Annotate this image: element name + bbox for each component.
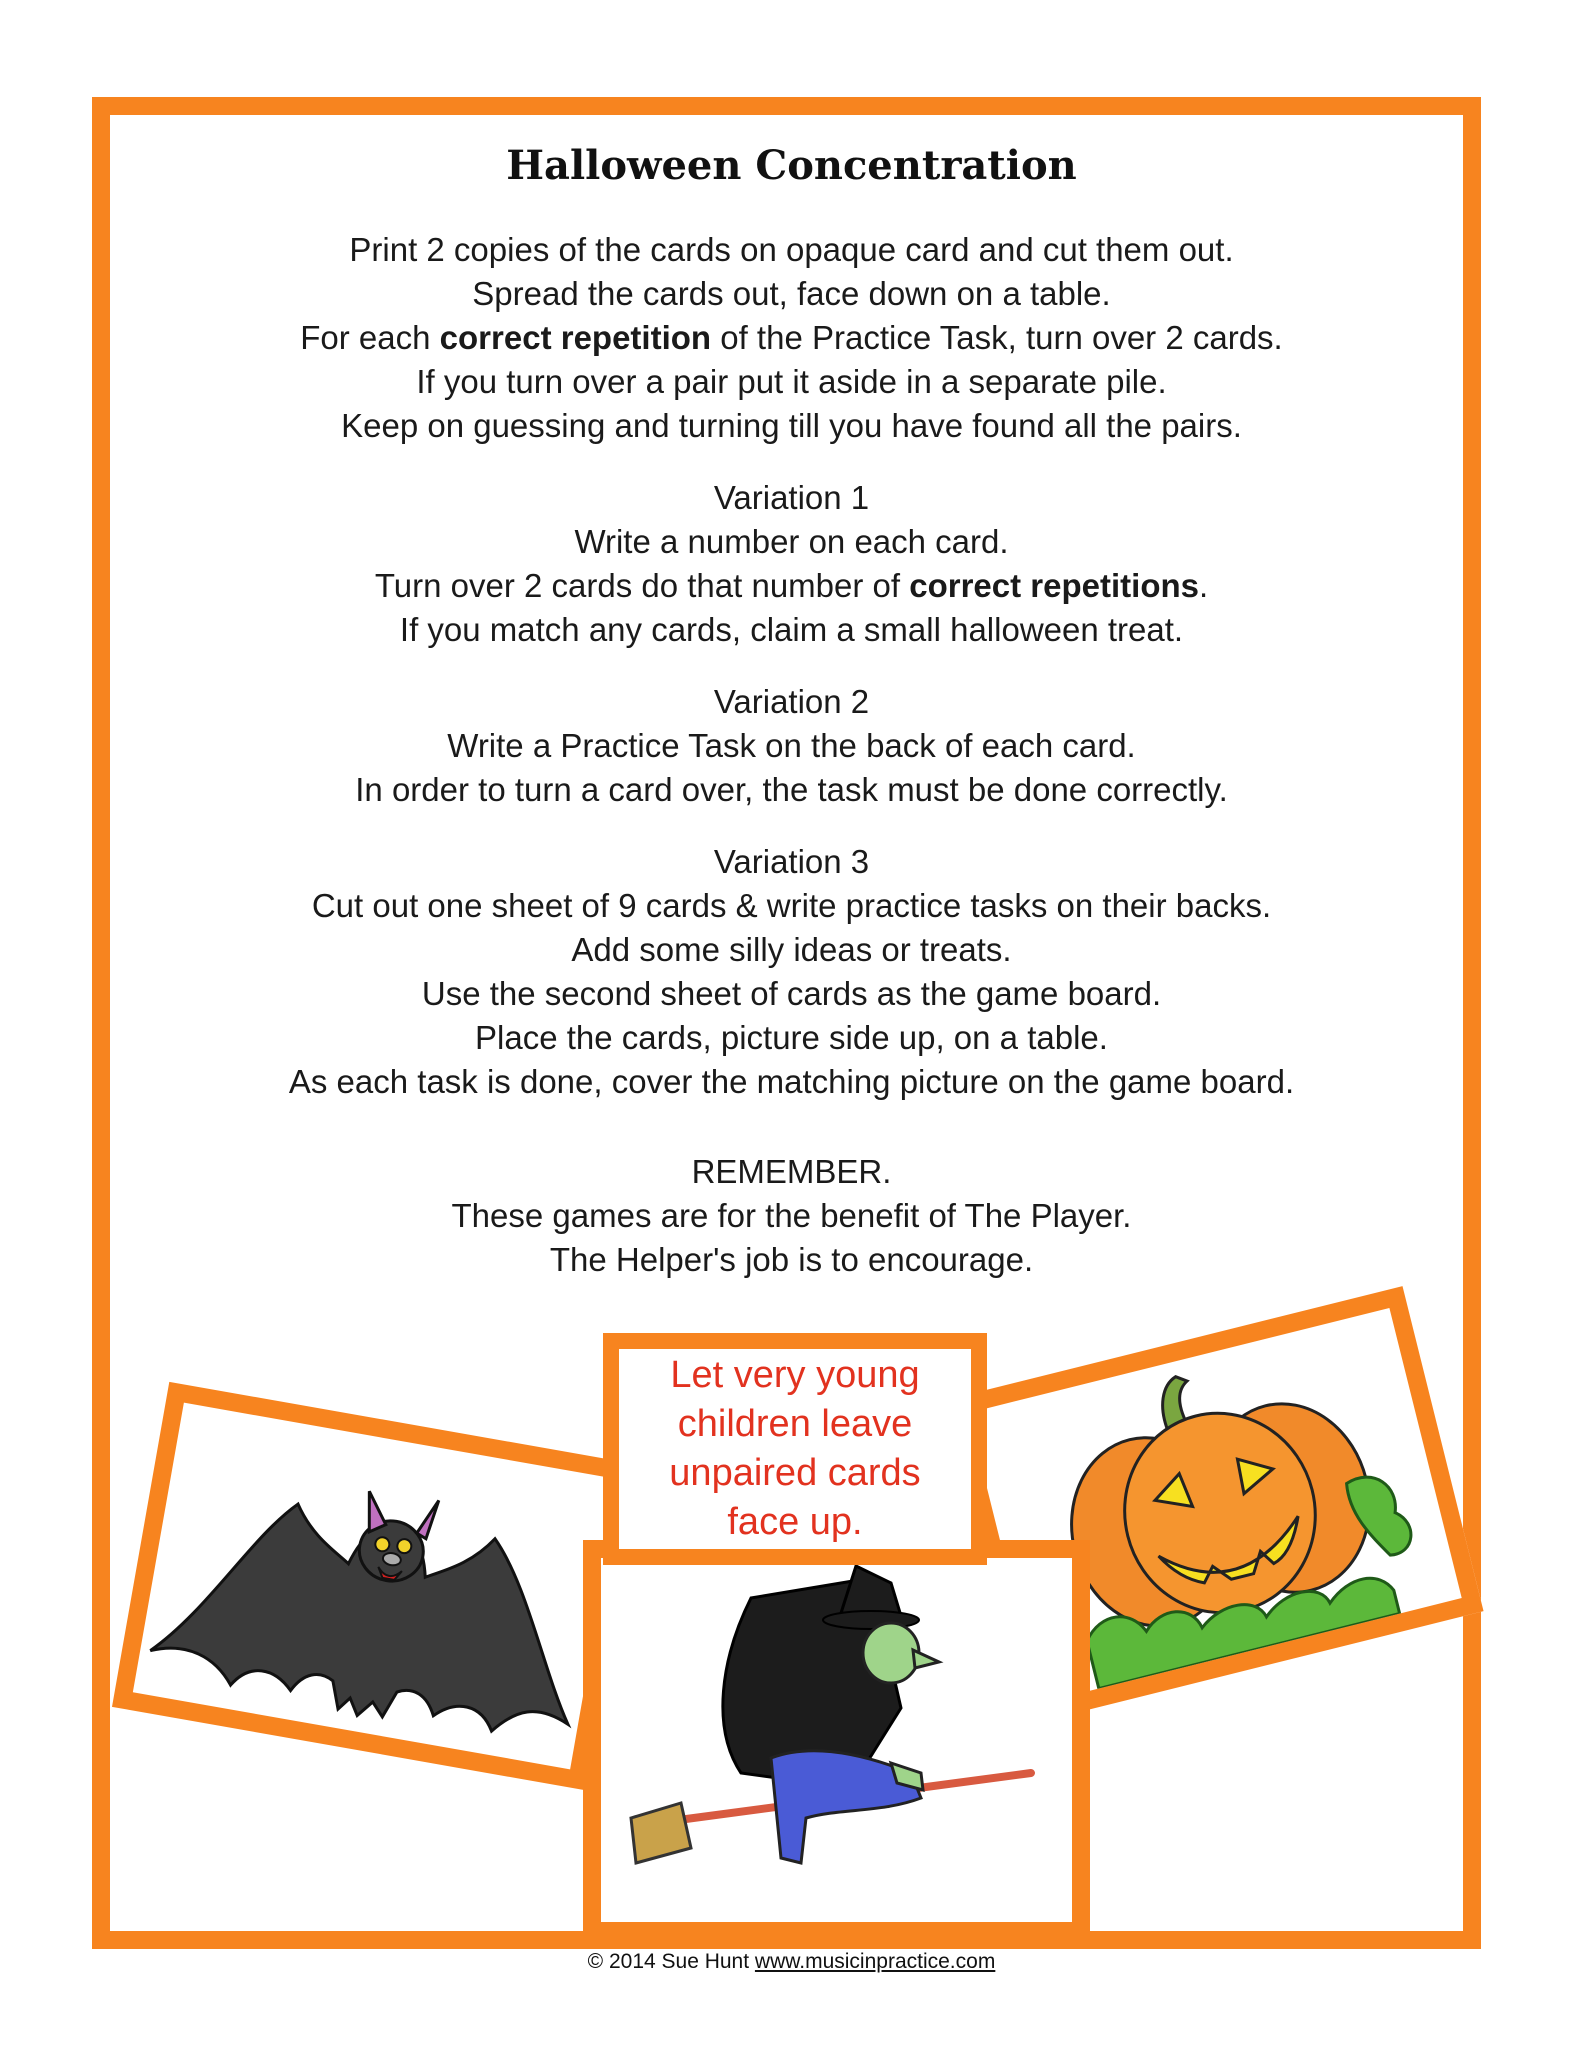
tip-text [669,1351,920,1547]
bat-icon [133,1403,621,1770]
emphasis-correct-repetition: correct repetition [439,319,712,356]
variation-1-line-2: Turn over 2 cards do that number of correct repetitions. [374,567,1209,604]
variation-3-section [130,840,1453,1104]
page-title: Halloween Concentration [506,142,1077,189]
remember-line-2: The Helper's job is to encourage. [549,1241,1034,1278]
tip-callout [603,1333,987,1565]
intro-line-2: Spread the cards out, face down on a table. [472,275,1111,312]
variation-1-heading: Variation 1 [713,479,870,516]
tip-line-3: unpaired cards [669,1452,921,1494]
intro-line-1: Print 2 copies of the cards on opaque card and cut them out. [349,231,1234,268]
remember-section [130,1150,1453,1282]
variation-1-line-1: Write a number on each card. [574,523,1009,560]
instructions-intro [130,228,1453,448]
variation-3-line-5: As each task is done, cover the matching picture on the game board. [288,1063,1295,1100]
emphasis-correct-repetitions: correct repetitions [909,567,1199,604]
variation-3-line-3: Use the second sheet of cards as the game board. [421,975,1162,1012]
variation-1-line-3: If you match any cards, claim a small halloween treat. [399,611,1184,648]
variation-2-section [130,680,1453,812]
intro-line-5: Keep on guessing and turning till you have found all the pairs. [341,407,1242,444]
variation-2-line-1: Write a Practice Task on the back of each card. [447,727,1136,764]
witch-icon [601,1558,1072,1922]
variation-3-heading: Variation 3 [713,843,870,880]
variation-3-line-1: Cut out one sheet of 9 cards & write practice tasks on their backs. [311,887,1272,924]
footer [0,1950,1583,1974]
variation-2-line-2: In order to turn a card over, the task must be done correctly. [355,771,1228,808]
remember-heading: REMEMBER. [691,1153,892,1190]
variation-3-line-4: Place the cards, picture side up, on a table. [475,1019,1108,1056]
variation-3-line-2: Add some silly ideas or treats. [571,931,1012,968]
variation-1-section [130,476,1453,652]
website-link[interactable]: www.musicinpractice.com [754,1950,996,1973]
intro-line-3: For each correct repetition of the Practice Task, turn over 2 cards. [300,319,1283,356]
tip-line-2: children leave [677,1403,913,1445]
intro-line-4: If you turn over a pair put it aside in a separate pile. [416,363,1167,400]
copyright-text: © 2014 Sue Hunt [587,1950,750,1973]
witch-card [583,1540,1090,1940]
variation-2-heading: Variation 2 [713,683,870,720]
remember-line-1: These games are for the benefit of The Player. [451,1197,1132,1234]
tip-line-4: face up. [727,1501,863,1543]
tip-line-1: Let very young [670,1354,920,1396]
